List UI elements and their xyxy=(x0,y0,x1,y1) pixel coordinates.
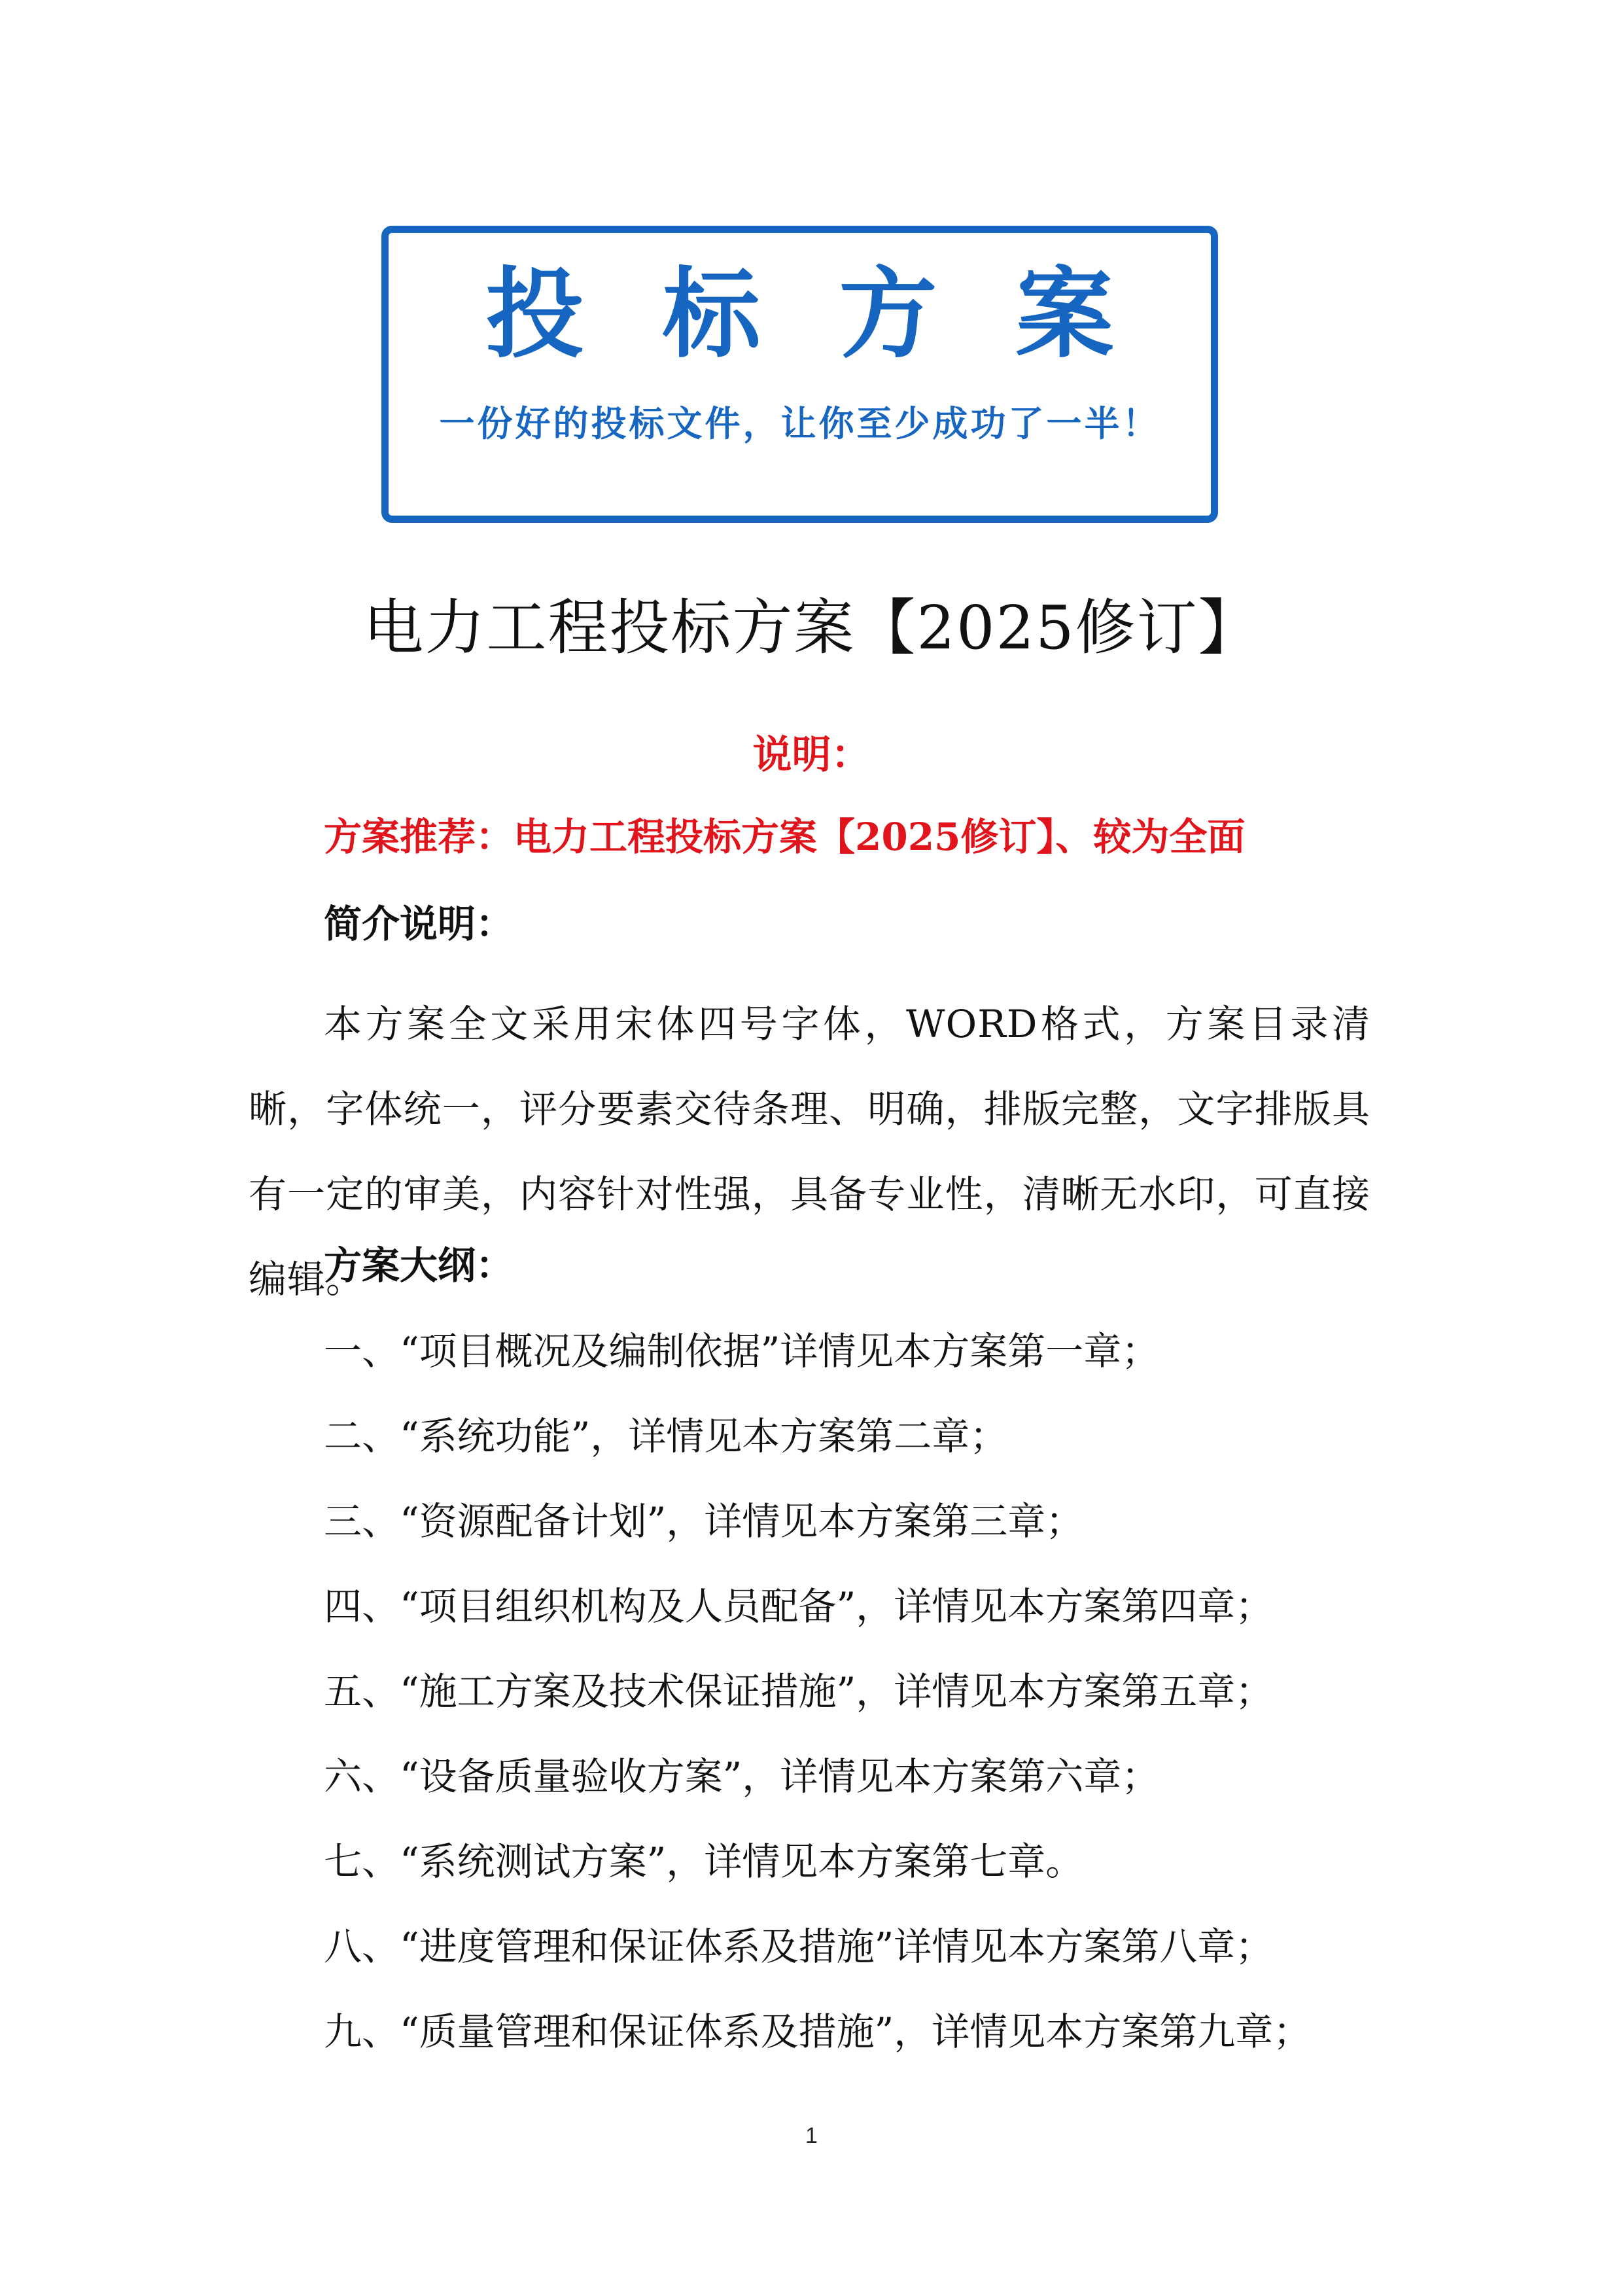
intro-paragraph: 本方案全文采用宋体四号字体，WORD格式，方案目录清晰，字体统一，评分要素交待条理、明确，排版完整，文字排版具有一定的审美，内容针对性强，具备专业性，清晰无水印，可直接编辑。 xyxy=(249,1002,1370,1301)
outline-heading: 方案大纲： xyxy=(324,1243,514,1288)
banner-slogan: 一份好的投标文件，让你至少成功了一半！ xyxy=(439,403,1161,444)
outline-item: 一、“项目概况及编制依据”详情见本方案第一章； xyxy=(324,1329,1160,1373)
outline-item: 八、“进度管理和保证体系及措施”详情见本方案第八章； xyxy=(324,1924,1274,1969)
page-number: 1 xyxy=(805,2123,818,2148)
recommendation-line: 方案推荐：电力工程投标方案【2025修订】、较为全面 xyxy=(324,815,1246,859)
outline-item: 五、“施工方案及技术保证措施”，详情见本方案第五章； xyxy=(324,1669,1274,1714)
banner-box xyxy=(381,226,1218,523)
outline-item: 七、“系统测试方案”，详情见本方案第七章。 xyxy=(324,1839,1084,1884)
outline-item: 六、“设备质量验收方案”，详情见本方案第六章； xyxy=(324,1754,1160,1799)
outline-item: 九、“质量管理和保证体系及措施”，详情见本方案第九章； xyxy=(324,2009,1312,2054)
outline-item: 四、“项目组织机构及人员配备”，详情见本方案第四章； xyxy=(324,1584,1274,1629)
intro-heading: 简介说明： xyxy=(324,902,514,946)
document-title: 电力工程投标方案【2025修订】 xyxy=(363,593,1260,663)
outline-item: 三、“资源配备计划”，详情见本方案第三章； xyxy=(324,1499,1084,1544)
outline-list xyxy=(324,1328,1370,2094)
note-heading: 说明： xyxy=(752,732,871,778)
outline-item: 二、“系统功能”，详情见本方案第二章； xyxy=(324,1414,1008,1458)
banner-title: 投标方案 xyxy=(485,258,1193,372)
